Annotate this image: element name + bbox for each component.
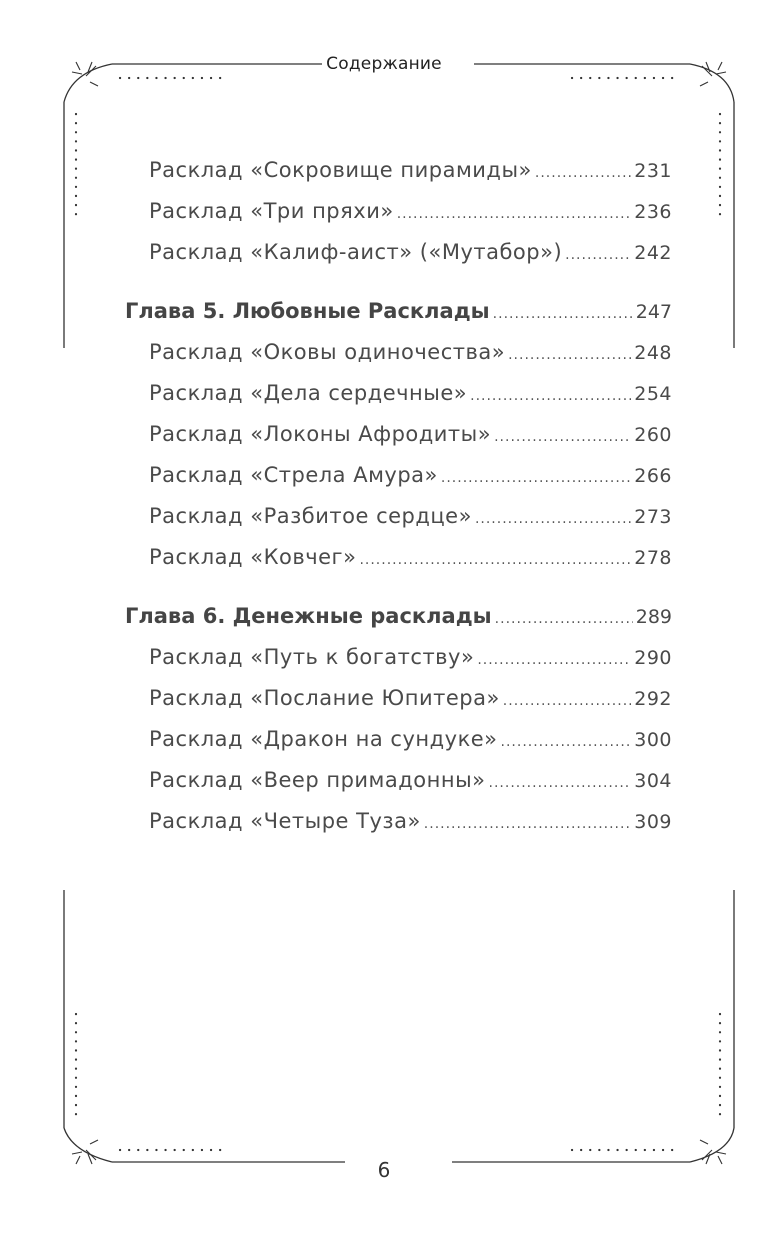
dot-leader [489,775,632,791]
toc-page-number: 248 [634,342,672,364]
dot-leader [493,306,633,322]
toc-entry-title: Расклад «Четыре Туза» [149,809,421,833]
toc-page-number: 247 [635,301,672,323]
toc-page-number: 260 [634,424,672,446]
toc-chapter-title: Глава 6. Денежные расклады [125,604,492,628]
toc-chapter-title: Глава 5. Любовные Расклады [125,299,490,323]
dot-leader [359,552,631,568]
dot-leader [495,611,633,627]
toc-page-number: 300 [634,729,672,751]
toc-entry[interactable] [149,240,672,264]
toc-page-number: 254 [634,383,672,405]
toc-page-number: 290 [634,647,672,669]
dot-leader [501,734,632,750]
running-header: Содержание [326,54,442,74]
dot-leader [424,816,631,832]
toc-entry-title: Расклад «Стрела Амура» [149,463,438,487]
toc-entry[interactable] [149,158,672,182]
toc-entry-title: Расклад «Оковы одиночества» [149,340,506,364]
toc-entry[interactable] [149,809,672,833]
toc-entry[interactable] [149,199,672,223]
toc-entry[interactable] [149,422,672,446]
toc-entry[interactable] [149,727,672,751]
toc-entry-title: Расклад «Послание Юпитера» [149,686,500,710]
toc-chapter[interactable] [125,604,672,628]
toc-entry[interactable] [149,545,672,569]
toc-entry[interactable] [149,645,672,669]
toc-entry[interactable] [149,686,672,710]
toc-entry-title: Расклад «Три пряхи» [149,199,394,223]
toc-entry[interactable] [149,381,672,405]
toc-page-number: 273 [634,506,672,528]
toc-entry-title: Расклад «Калиф-аист» («Мутабор») [149,240,563,264]
toc-page-number: 304 [634,770,672,792]
toc-entry[interactable] [149,463,672,487]
toc-entry[interactable] [149,504,672,528]
dot-leader [477,652,631,668]
dot-leader [397,206,632,222]
dot-leader [508,347,631,363]
toc-page-number: 289 [635,606,672,628]
toc-chapter[interactable] [125,299,672,323]
toc-entry-title: Расклад «Ковчег» [149,545,357,569]
dot-leader [503,693,631,709]
dot-leader [441,470,631,486]
toc-entry-title: Расклад «Сокровище пирамиды» [149,158,532,182]
toc-entry-title: Расклад «Разбитое сердце» [149,504,472,528]
toc-entry-title: Расклад «Путь к богатству» [149,645,475,669]
dot-leader [494,429,631,445]
page-number: 6 [377,1158,391,1182]
toc-entry-title: Расклад «Веер примадонны» [149,768,486,792]
toc-page-number: 266 [634,465,672,487]
toc-page-number: 278 [634,547,672,569]
toc-page-number: 236 [634,201,672,223]
toc-entry[interactable] [149,340,672,364]
dot-leader [565,247,631,263]
toc-page-number: 309 [634,811,672,833]
dot-leader [470,388,631,404]
toc-page-number: 231 [634,160,672,182]
toc-entry-title: Расклад «Дракон на сундуке» [149,727,498,751]
toc-entry-title: Расклад «Дела сердечные» [149,381,468,405]
toc-entry-title: Расклад «Локоны Афродиты» [149,422,492,446]
dot-leader [475,511,631,527]
toc-page-number: 242 [634,242,672,264]
toc-page-number: 292 [634,688,672,710]
dot-leader [535,165,631,181]
toc-entry[interactable] [149,768,672,792]
